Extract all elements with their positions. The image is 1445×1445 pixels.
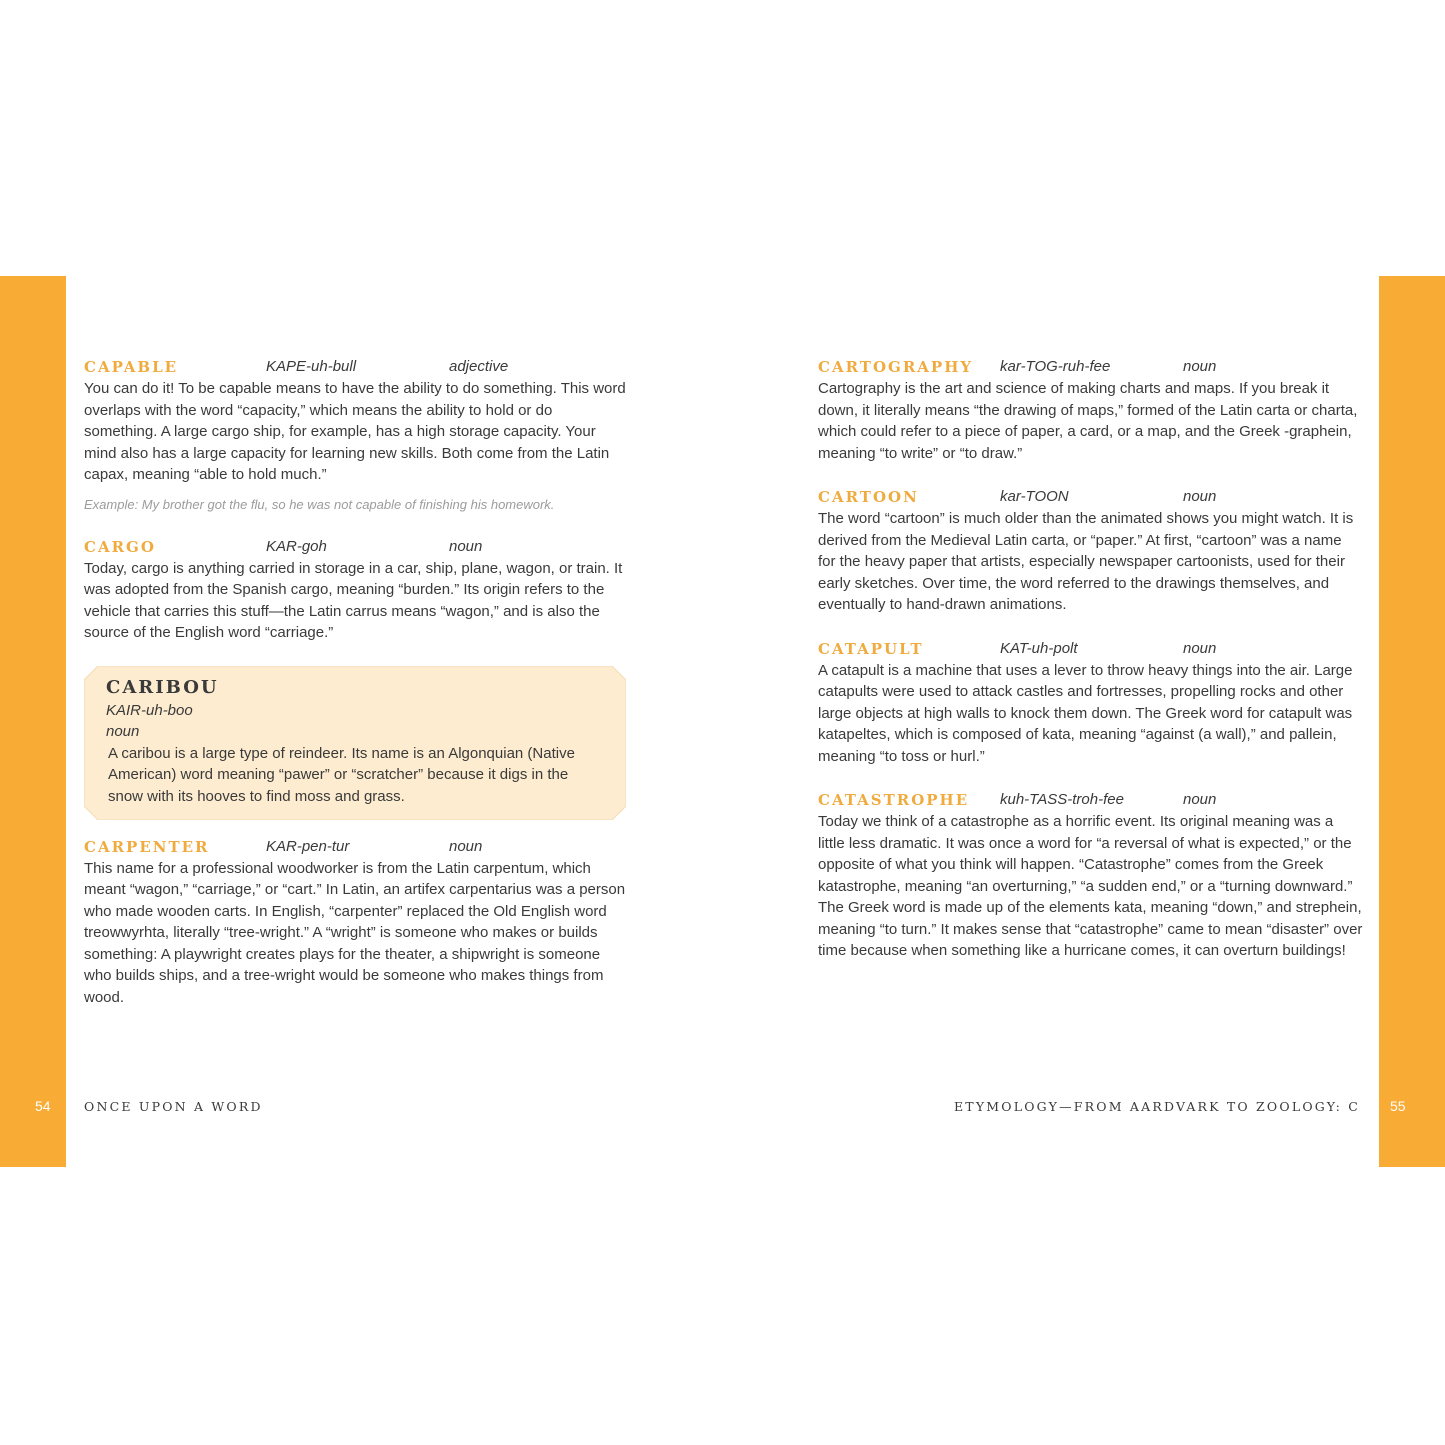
entry-header xyxy=(818,789,1363,811)
headword: CARTOON xyxy=(818,488,919,506)
right-page-column xyxy=(818,356,1363,984)
pronunciation: KAR-goh xyxy=(266,537,327,555)
entry-body: This name for a professional woodworker is from the Latin carpentum, which meant “wagon,” “carriage,” or “cart.” In Latin, an artifex carpentarius was a person who made wooden carts. In English, “carpenter” replaced the Old English word treowwyrhta, literally “tree-wright.” A “wright” is someone who makes or builds something: A playwright creates plays for the theater, a shipwright is someone who builds ships, and a tree-wright would be someone who makes things from wood. xyxy=(84,859,626,1006)
entry-body: Today, cargo is anything carried in storage in a car, ship, plane, wagon, or train. It was adopted from the Spanish cargo, meaning “burden.” Its origin refers to the vehicle that carries this stuff—the Latin carrus means “wagon,” and is also the source of the English word “carriage.” xyxy=(84,559,623,641)
entry-carpenter xyxy=(84,836,629,1009)
part-of-speech: noun xyxy=(449,537,483,555)
part-of-speech: noun xyxy=(1183,488,1217,505)
pronunciation: KAPE-uh-bull xyxy=(266,358,357,375)
callout-content xyxy=(106,676,606,808)
entry-body: You can do it! To be capable means to have the ability to do something. This word overlaps with the word “capacity,” which means the ability to hold or do something. A large cargo ship, for example, has a high storage capacity. Your mind also has a large capacity for learning new skills. Both come from the Latin capax, meaning “able to hold much.” xyxy=(84,380,626,483)
entry-body: Today we think of a catastrophe as a horrific event. Its original meaning was a little less dramatic. It was once a word for “a reversal of what is expected,” or the opposite of what you think will happen. “Catastrophe” comes from the Greek katastrophe, meaning “an overturning,” “a sudden end,” or a “turning downward.” The Greek word is made up of the elements kata, meaning “down,” and strephein, meaning “to turn.” It makes sense that “catastrophe” came to mean “disaster” over time because when something like a hurricane comes, it can overturn buildings! xyxy=(818,813,1363,959)
left-page-column xyxy=(84,356,629,1030)
entry-header xyxy=(818,486,1363,508)
headword: CARTOGRAPHY xyxy=(818,358,974,376)
headword: CATASTROPHE xyxy=(818,791,970,809)
entry-cartoon xyxy=(818,486,1363,616)
headword: CARGO xyxy=(84,537,156,556)
entry-cargo xyxy=(84,536,629,644)
entry-body: Cartography is the art and science of making charts and maps. If you break it down, it literally means “the drawing of maps,” formed of the Latin carta or charta, which could refer to a piece of paper, a card, or a map, and the Greek -graphein, meaning “to write” or “to draw.” xyxy=(818,380,1358,462)
headword: CATAPULT xyxy=(818,639,924,658)
left-page-number: 54 xyxy=(35,1098,51,1114)
part-of-speech: noun xyxy=(449,837,483,855)
entry-cartography xyxy=(818,356,1363,464)
part-of-speech: noun xyxy=(1183,358,1217,375)
part-of-speech: adjective xyxy=(449,358,509,375)
entry-header xyxy=(84,356,629,378)
callout-part-of-speech: noun xyxy=(106,723,140,740)
entry-header xyxy=(84,836,629,858)
entry-catastrophe xyxy=(818,789,1363,962)
entry-header xyxy=(84,536,629,558)
left-page-color-band xyxy=(0,276,66,1167)
entry-catapult xyxy=(818,638,1363,768)
entry-example: Example: My brother got the flu, so he was not capable of finishing his homework. xyxy=(84,496,555,512)
pronunciation: kuh-TASS-troh-fee xyxy=(1000,791,1124,808)
callout-body: A caribou is a large type of reindeer. Its name is an Algonquian (Native American) word meaning “pawer” or “scratcher” because it digs in the snow with its hooves to find moss and grass. xyxy=(108,744,575,805)
caribou-callout-box xyxy=(84,666,626,820)
callout-pronunciation: KAIR-uh-boo xyxy=(106,701,193,719)
part-of-speech: noun xyxy=(1183,791,1217,808)
part-of-speech: noun xyxy=(1183,639,1217,657)
pronunciation: kar-TOG-ruh-fee xyxy=(1000,358,1111,375)
right-running-footer: ETYMOLOGY—FROM AARDVARK TO ZOOLOGY: C xyxy=(953,1099,1360,1114)
entry-capable xyxy=(84,356,629,514)
entry-body: A catapult is a machine that uses a lever to throw heavy things into the air. Large catapults were used to attack castles and fortresses, propelling rocks and other large objects at high walls to knock them down. The Greek word for catapult was katapeltes, which is composed of kata, meaning “against (a wall),” and pallein, meaning “to toss or hurl.” xyxy=(818,661,1353,765)
right-page-color-band xyxy=(1379,276,1445,1167)
left-running-footer: ONCE UPON A WORD xyxy=(84,1099,263,1114)
pronunciation: KAR-pen-tur xyxy=(266,837,350,855)
entry-header xyxy=(818,356,1363,378)
pronunciation: kar-TOON xyxy=(1000,488,1069,505)
headword: CARPENTER xyxy=(84,837,210,856)
entry-header xyxy=(818,638,1363,660)
right-page-number: 55 xyxy=(1390,1098,1406,1114)
callout-headword: CARIBOU xyxy=(106,676,219,698)
pronunciation: KAT-uh-polt xyxy=(1000,639,1078,657)
headword: CAPABLE xyxy=(84,358,179,376)
entry-body: The word “cartoon” is much older than the animated shows you might watch. It is derived from the Medieval Latin carta, or “paper.” At first, “cartoon” was a name for the heavy paper that artists, especially newspaper cartoonists, used for their early sketches. Over time, the word referred to the drawings themselves, and eventually to hand-drawn animations. xyxy=(818,510,1354,613)
